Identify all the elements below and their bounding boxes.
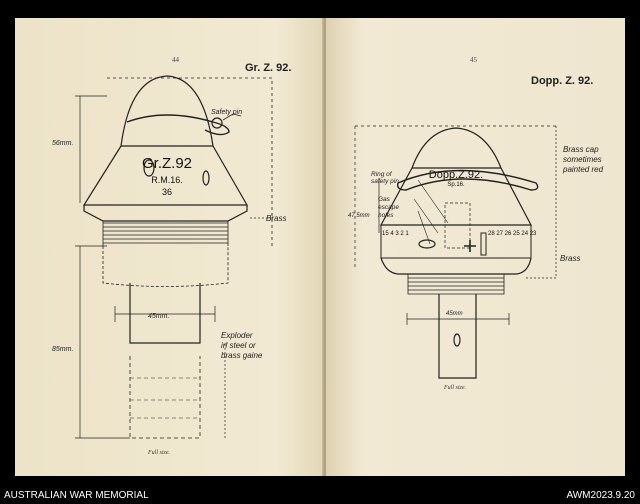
footer-bar [0, 488, 640, 504]
safety-pin-label: Safety pin [211, 109, 243, 116]
fuze-marking-line-3: 36 [161, 187, 173, 197]
right-page [326, 18, 625, 476]
right-page-title: Dopp. Z. 92. [531, 75, 594, 87]
exploder-label-2: in steel or [221, 341, 256, 350]
open-book [15, 18, 625, 476]
right-caption: Full size. [444, 385, 466, 391]
dimension-bottom: 85mm. [52, 346, 74, 353]
dopp-marking-line-1: Dopp.Z.92. [428, 169, 484, 181]
exploder-label-3: brass gaine [221, 351, 263, 360]
brass-label-right: Brass [560, 254, 581, 263]
credit-text: AUSTRALIAN WAR MEMORIAL [4, 490, 149, 501]
right-page-number: 45 [470, 56, 477, 64]
fuze-marking-line-1: Gr.Z.92 [141, 155, 193, 172]
scale-right-numbers: 28 27 26 25 24 23 [488, 231, 537, 237]
left-caption: Full size. [148, 450, 170, 456]
left-page [15, 18, 324, 476]
exploder-label-1: Exploder [221, 331, 253, 340]
left-page-title: Gr. Z. 92. [245, 62, 292, 74]
brass-label: Brass [266, 214, 287, 223]
brass-cap-label-1: Brass cap [563, 145, 599, 154]
dimension-top: 56mm. [52, 140, 74, 147]
brass-cap-label-3: painted red [563, 165, 604, 174]
dimension-width: 45mm. [148, 313, 170, 320]
accession-number: AWM2023.9.20 [566, 490, 635, 501]
gas-label-3: holes [378, 212, 394, 219]
ring-label-2: safety pin [371, 178, 399, 185]
fuze-marking-line-2: R.M.16. [151, 175, 183, 185]
left-page-number: 44 [172, 56, 179, 64]
gas-label-1: Gas [378, 196, 390, 203]
brass-cap-label-2: sometimes [563, 155, 602, 164]
dopp-z-92-diagram [326, 18, 625, 476]
dimension-height: 47.5mm [348, 213, 370, 219]
scale-left-numbers: 15 4 3 2 1 [382, 231, 409, 237]
dimension-width-right: 45mm [446, 311, 463, 317]
gas-label-2: escape [378, 204, 399, 211]
ring-label-1: Ring of [371, 171, 392, 178]
dopp-marking-line-2: Sp.16. [447, 182, 465, 188]
gr-z-92-diagram [15, 18, 324, 476]
